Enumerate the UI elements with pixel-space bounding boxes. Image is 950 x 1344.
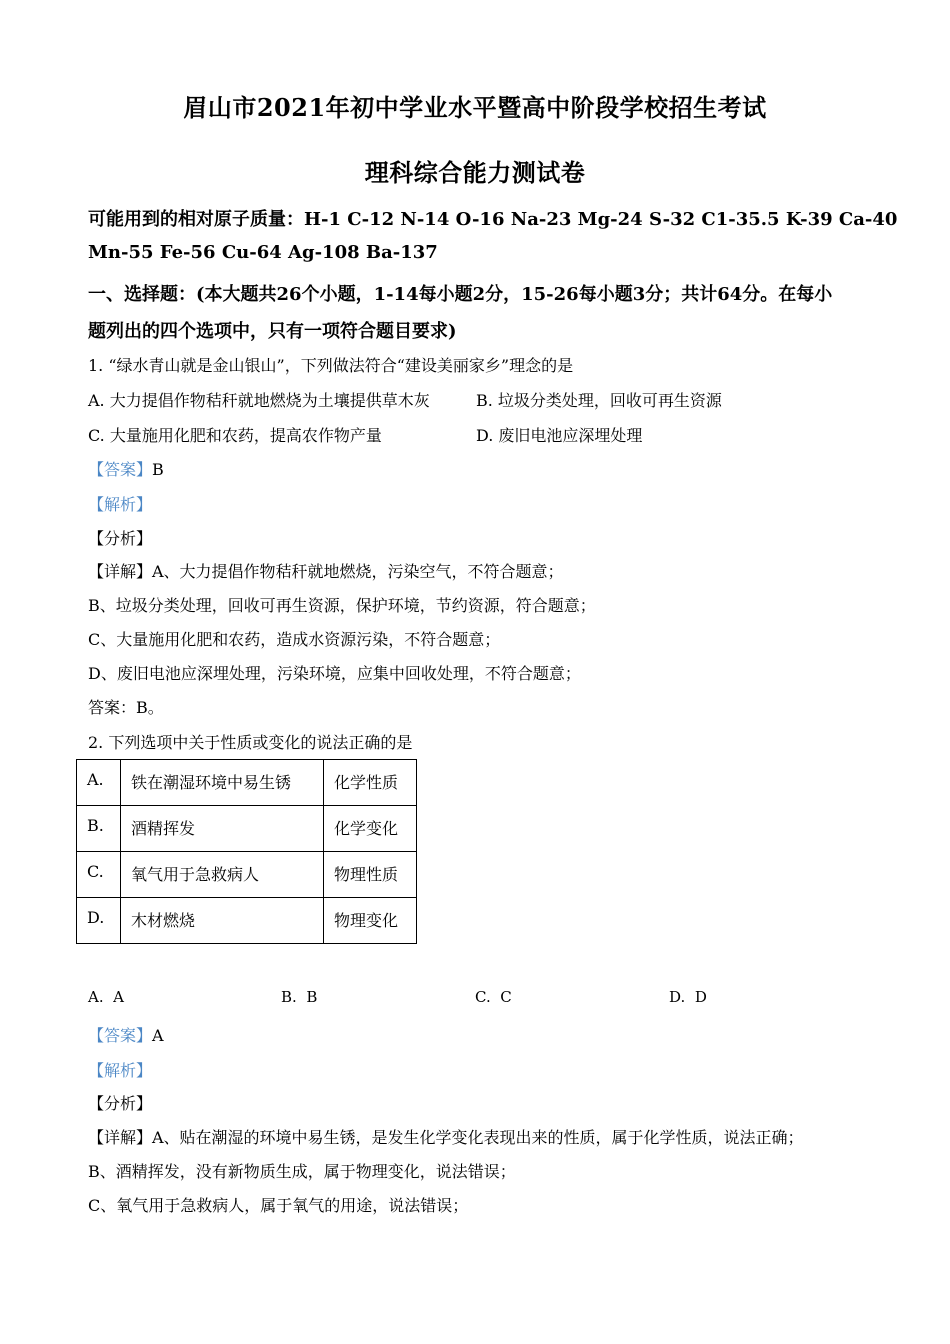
table-row — [77, 852, 417, 898]
page-title: 眉山市2021年初中学业水平暨高中阶段学校招生考试 — [183, 93, 767, 122]
q2-analysis-tag: 【解析】 — [88, 1061, 153, 1080]
q1-option-b: B. 垃圾分类处理，回收可再生资源 — [476, 391, 722, 410]
q2-detail-1: 【详解】A、贴在潮湿的环境中易生锈，是发生化学变化表现出来的性质，属于化学性质，说法正确； — [88, 1128, 804, 1147]
section-heading-line-1: 一、选择题：(本大题共26个小题，1-14每小题2分，15-26每小题3分；共计64分。在每小 — [88, 284, 833, 305]
table-cell: 氧气用于急救病人 — [121, 852, 324, 898]
table-cell: 木材燃烧 — [121, 898, 324, 944]
table-cell: C. — [77, 852, 121, 898]
choice-letter: C. — [475, 988, 491, 1006]
table-cell: 物理性质 — [324, 852, 417, 898]
q1-stem: 1. “绿水青山就是金山银山”，下列做法符合“建设美丽家乡”理念的是 — [88, 356, 574, 375]
q2-choice-b — [281, 988, 317, 1006]
q1-detail-2: B、垃圾分类处理，回收可再生资源，保护环境，节约资源，符合题意； — [88, 596, 596, 615]
q2-choice-a — [88, 988, 124, 1006]
q1-fenxi: 【分析】 — [88, 529, 153, 548]
section-heading-line-2: 题列出的四个选项中，只有一项符合题目要求) — [88, 321, 457, 342]
q1-option-a: A. 大力提倡作物秸秆就地燃烧为土壤提供草木灰 — [88, 391, 430, 410]
table-cell: 化学性质 — [324, 760, 417, 806]
q2-answer — [88, 1023, 164, 1046]
choice-letter: B. — [281, 988, 297, 1006]
table-row — [77, 760, 417, 806]
answer-tag: 【答案】 — [88, 1026, 153, 1045]
page-subtitle: 理科综合能力测试卷 — [364, 158, 586, 187]
table-cell: 物理变化 — [324, 898, 417, 944]
table-row — [77, 806, 417, 852]
q2-detail-3: C、氧气用于急救病人，属于氧气的用途，说法错误； — [88, 1196, 469, 1215]
choice-letter: D. — [669, 988, 686, 1006]
atomic-masses-line-2: Mn-55 Fe-56 Cu-64 Ag-108 Ba-137 — [88, 242, 438, 263]
table-row — [77, 898, 417, 944]
choice-value: A — [113, 988, 124, 1006]
choice-value: B — [306, 988, 318, 1006]
q1-detail-3: C、大量施用化肥和农药，造成水资源污染，不符合题意； — [88, 630, 501, 649]
q1-detail-4: D、废旧电池应深埋处理，污染环境，应集中回收处理，不符合题意； — [88, 664, 581, 683]
table-cell: B. — [77, 806, 121, 852]
choice-letter: A. — [88, 988, 104, 1006]
table-cell: 化学变化 — [324, 806, 417, 852]
table-cell: 酒精挥发 — [121, 806, 324, 852]
q2-choice-d — [669, 988, 707, 1006]
q1-detail-1: 【详解】A、大力提倡作物秸秆就地燃烧，污染空气，不符合题意； — [88, 562, 564, 581]
q1-analysis-tag: 【解析】 — [88, 495, 153, 514]
table-cell: A. — [77, 760, 121, 806]
atomic-masses-line-1: 可能用到的相对原子质量：H-1 C-12 N-14 O-16 Na-23 Mg-24 S-32 C1-35.5 K-39 Ca-40 — [88, 209, 898, 230]
choice-value: D — [694, 988, 707, 1006]
q2-detail-2: B、酒精挥发，没有新物质生成，属于物理变化，说法错误； — [88, 1162, 516, 1181]
q2-stem: 2. 下列选项中关于性质或变化的说法正确的是 — [88, 733, 413, 752]
table-cell: 铁在潮湿环境中易生锈 — [121, 760, 324, 806]
answer-value: B — [152, 460, 164, 479]
q1-option-c: C. 大量施用化肥和农药，提高农作物产量 — [88, 426, 382, 445]
q1-option-d: D. 废旧电池应深埋处理 — [476, 426, 643, 445]
table-cell: D. — [77, 898, 121, 944]
q2-table — [76, 759, 417, 944]
q1-answer — [88, 457, 164, 480]
q1-final-answer: 答案：B。 — [88, 698, 164, 717]
answer-tag: 【答案】 — [88, 460, 153, 479]
answer-value: A — [152, 1026, 164, 1045]
choice-value: C — [500, 988, 512, 1006]
q2-fenxi: 【分析】 — [88, 1094, 153, 1113]
q2-choice-c — [475, 988, 512, 1006]
